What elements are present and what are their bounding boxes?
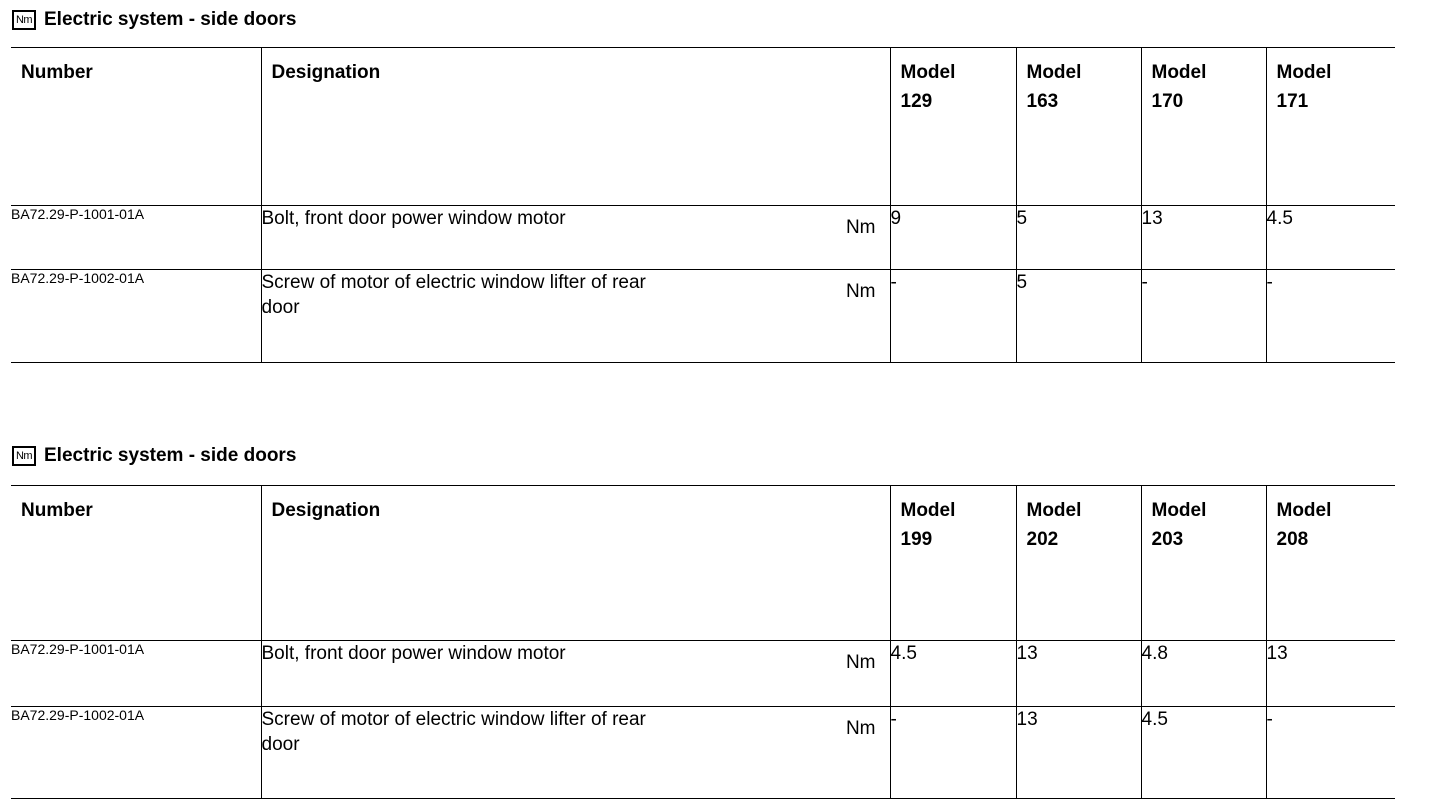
part-number: BA72.29-P-1001-01A	[11, 641, 261, 707]
header-model-label: Model	[1151, 500, 1207, 521]
header-model	[1141, 486, 1266, 641]
designation-cell	[261, 206, 890, 270]
table-header-row	[11, 48, 1395, 206]
table-header-row	[11, 486, 1395, 641]
header-model	[890, 486, 1016, 641]
torque-value: 13	[1016, 707, 1141, 799]
header-model-number: 199	[900, 529, 933, 550]
section-title	[12, 7, 296, 33]
header-model-number: 170	[1151, 91, 1184, 112]
torque-value: 5	[1016, 206, 1141, 270]
unit-label: Nm	[845, 217, 876, 238]
torque-value: 4.8	[1141, 641, 1266, 707]
part-number: BA72.29-P-1002-01A	[11, 270, 261, 363]
torque-value: 4.5	[1266, 206, 1395, 270]
section-title-text: Electric system - side doors	[44, 9, 297, 30]
designation-text: Bolt, front door power window motor	[261, 208, 566, 229]
torque-value: 4.5	[890, 641, 1016, 707]
unit-label: Nm	[845, 718, 876, 739]
torque-nm-icon: Nm	[12, 10, 36, 30]
header-model	[1266, 48, 1395, 206]
header-model	[890, 48, 1016, 206]
header-designation: Designation	[261, 486, 890, 641]
torque-value: 9	[890, 206, 1016, 270]
torque-value: -	[890, 270, 1016, 363]
designation-text: Screw of motor of electric window lifter of rear door	[261, 709, 646, 755]
designation-cell	[261, 641, 890, 707]
header-number: Number	[11, 486, 261, 641]
header-model-number: 203	[1151, 529, 1184, 550]
table-row	[11, 707, 1395, 799]
header-model-number: 129	[900, 91, 933, 112]
torque-value: -	[1266, 707, 1395, 799]
header-model-label: Model	[1151, 62, 1207, 83]
torque-value: -	[1266, 270, 1395, 363]
torque-value: -	[890, 707, 1016, 799]
torque-value: -	[1141, 270, 1266, 363]
torque-table	[11, 47, 1395, 363]
header-number: Number	[11, 48, 261, 206]
header-model-label: Model	[1276, 500, 1332, 521]
section-title	[12, 443, 296, 469]
header-model-label: Model	[1026, 62, 1082, 83]
header-model-label: Model	[900, 500, 956, 521]
header-model	[1016, 48, 1141, 206]
header-model-number: 163	[1026, 91, 1059, 112]
unit-label: Nm	[845, 281, 876, 302]
header-model-number: 202	[1026, 529, 1059, 550]
header-model-label: Model	[1026, 500, 1082, 521]
table-row	[11, 641, 1395, 707]
table-row	[11, 270, 1395, 363]
header-designation: Designation	[261, 48, 890, 206]
header-model	[1016, 486, 1141, 641]
header-model	[1266, 486, 1395, 641]
torque-table	[11, 485, 1395, 799]
header-model-label: Model	[1276, 62, 1332, 83]
section-title-text: Electric system - side doors	[44, 445, 297, 466]
header-model-number: 171	[1276, 91, 1309, 112]
torque-nm-icon: Nm	[12, 446, 36, 466]
unit-label: Nm	[845, 652, 876, 673]
torque-value: 13	[1141, 206, 1266, 270]
header-model-number: 208	[1276, 529, 1309, 550]
header-model	[1141, 48, 1266, 206]
part-number: BA72.29-P-1001-01A	[11, 206, 261, 270]
designation-cell	[261, 707, 890, 799]
torque-value: 5	[1016, 270, 1141, 363]
designation-cell	[261, 270, 890, 363]
torque-value: 4.5	[1141, 707, 1266, 799]
part-number: BA72.29-P-1002-01A	[11, 707, 261, 799]
designation-text: Screw of motor of electric window lifter of rear door	[261, 272, 646, 318]
table-row	[11, 206, 1395, 270]
torque-value: 13	[1016, 641, 1141, 707]
header-model-label: Model	[900, 62, 956, 83]
designation-text: Bolt, front door power window motor	[261, 643, 566, 664]
torque-value: 13	[1266, 641, 1395, 707]
